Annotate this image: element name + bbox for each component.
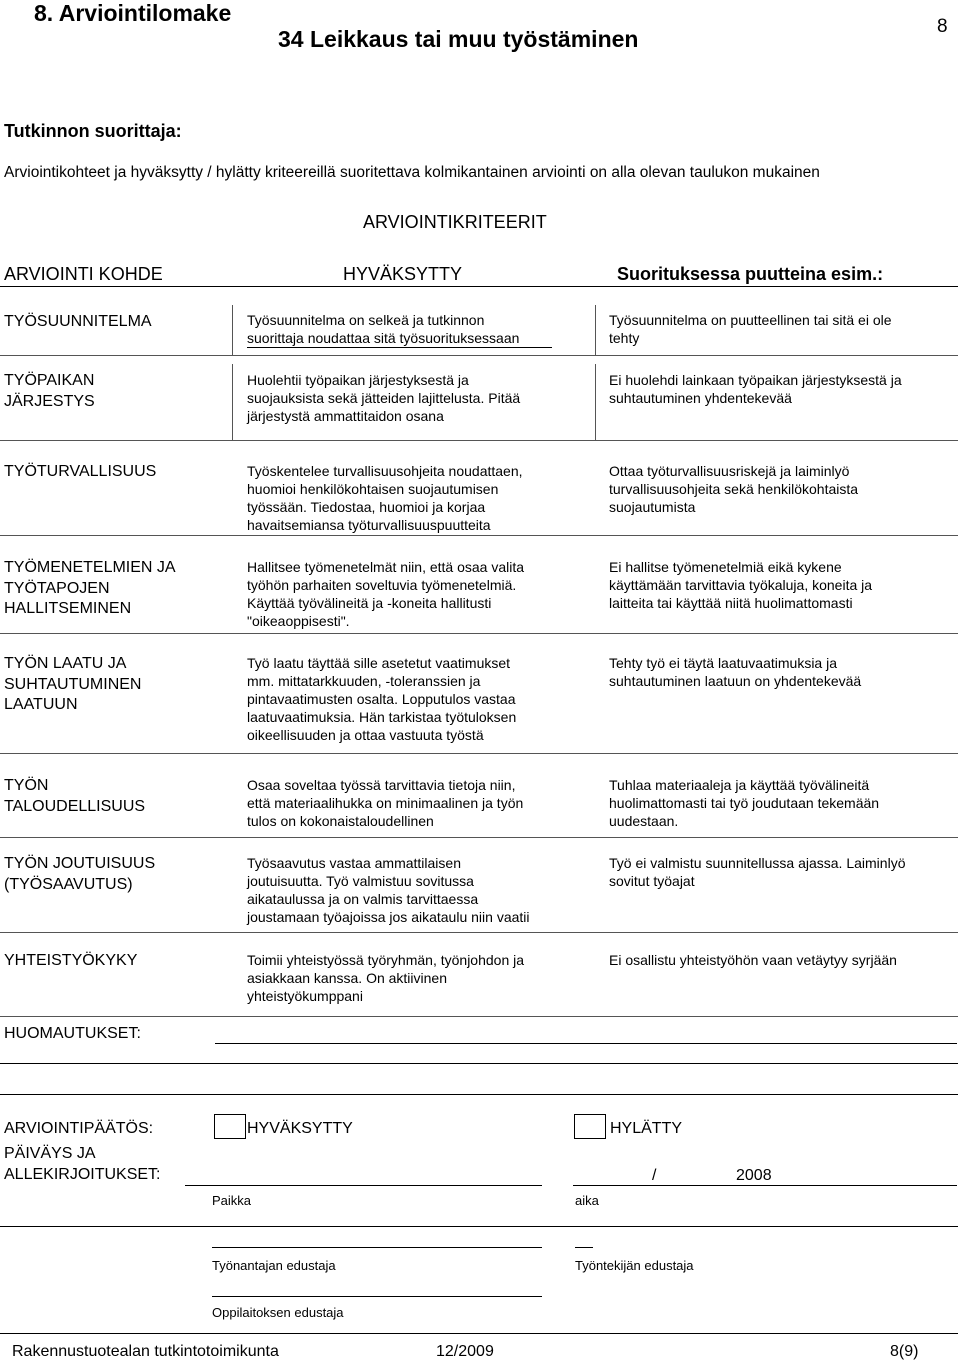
criteria-row: [0, 838, 958, 933]
criteria-row: [0, 754, 958, 838]
paatos-label: ARVIOINTIPÄÄTÖS:: [4, 1120, 154, 1137]
criteria-row: [0, 356, 958, 441]
column-divider: [595, 364, 596, 441]
row-hyvaksytty-text: Toimii yhteistyössä työryhmän, työnjohdon ja asiakkaan kanssa. On aktiivinen yhteistyökumppani: [247, 952, 525, 1004]
aika-line[interactable]: [573, 1185, 957, 1186]
column-divider: [595, 305, 596, 356]
row-title: TYÖN LAATU JA SUHTAUTUMINEN LAATUUN: [4, 655, 142, 713]
criteria-title: ARVIOINTIKRITEERIT: [363, 212, 547, 232]
row-puutteina-text: Tehty työ ei täytä laatuvaatimuksia ja suhtautuminen laatuun on yhdentekevää: [609, 655, 862, 689]
suorittaja-label: Tutkinnon suorittaja:: [4, 121, 182, 141]
tyonantaja-label: Työnantajan edustaja: [212, 1258, 336, 1273]
row-puutteina-text: Ottaa työturvallisuusriskejä ja laiminlyö turvallisuusohjeita sekä henkilökohtaista suojautumista: [609, 463, 859, 515]
row-hyvaksytty-text: Työsaavutus vastaa ammattilaisen joutuisuutta. Työ valmistuu sovitussa aikataulussa ja on valmis tarvittaessa joustamaan työajoissa jos aikataulu niin vaatii: [247, 855, 530, 925]
criteria-row: [0, 933, 958, 1017]
row-hyvaksytty-text: Osaa soveltaa työssä tarvittavia tietoja niin, että materiaalihukka on minimaalinen ja työn tulos on kokonaistaloudellinen: [247, 777, 524, 829]
huomautukset-line: [215, 1043, 957, 1044]
tyontekija-signature-line[interactable]: [575, 1247, 593, 1248]
hyvaksytty-label: HYVÄKSYTTY: [247, 1120, 353, 1137]
row-puutteina-text: Ei hallitse työmenetelmiä eikä kykene käyttämään tarvittavia työkaluja, koneita ja laitteita tai käyttää niitä huolimattomasti: [609, 559, 873, 611]
row-puutteina-text: Ei osallistu yhteistyöhön vaan vetäytyy syrjään: [609, 952, 897, 968]
row-title: TYÖN JOUTUISUUS (TYÖSAAVUTUS): [4, 855, 156, 893]
oppilaitos-label: Oppilaitoksen edustaja: [212, 1305, 344, 1320]
page-number: 8: [937, 16, 948, 37]
footer-org: Rakennustuotealan tutkintotoimikunta: [12, 1343, 279, 1360]
row-puutteina-text: Työsuunnitelma on puutteellinen tai sitä ei ole tehty: [609, 312, 892, 346]
text-underline: [247, 347, 552, 348]
tyonantaja-signature-line[interactable]: [212, 1247, 542, 1248]
hyvaksytty-checkbox[interactable]: [214, 1114, 246, 1139]
col-puutteina-header: Suorituksessa puutteina esim.:: [617, 264, 884, 284]
aika-label: aika: [575, 1193, 599, 1208]
column-divider: [232, 305, 233, 356]
footer-page: 8(9): [890, 1343, 919, 1360]
column-divider: [232, 364, 233, 441]
paivays-label: PÄIVÄYS JA: [4, 1145, 96, 1162]
separator-line: [0, 1226, 958, 1227]
row-puutteina-text: Tuhlaa materiaaleja ja käyttää työvälineitä huolimattomasti tai työ joudutaan tekemään uudestaan.: [609, 777, 880, 829]
criteria-row: [0, 287, 958, 356]
row-puutteina-text: Ei huolehdi lainkaan työpaikan järjestyksestä ja suhtautuminen yhdentekevää: [609, 372, 902, 406]
row-divider: [0, 1016, 958, 1017]
intro-text: Arviointikohteet ja hyväksytty / hylätty kriteereillä suoritettava kolmikantainen arviointi on alla olevan taulukon mukainen: [4, 164, 820, 181]
footer-date: 12/2009: [436, 1343, 494, 1360]
tyontekija-label: Työntekijän edustaja: [575, 1258, 694, 1273]
criteria-row: [0, 634, 958, 754]
oppilaitos-signature-line[interactable]: [212, 1296, 542, 1297]
allekirjoitukset-label: ALLEKIRJOITUKSET:: [4, 1166, 161, 1183]
row-title: TYÖTURVALLISUUS: [4, 463, 157, 480]
huomautukset-line: [0, 1094, 958, 1095]
hylatty-checkbox[interactable]: [574, 1114, 606, 1139]
row-hyvaksytty-text: Hallitsee työmenetelmät niin, että osaa valita työhön parhaiten soveltuvia työmenetelmiä. Käyttää työvälineitä ja -koneita hallitusti "oikeaoppisesti".: [247, 559, 525, 629]
col-hyvaksytty-header: HYVÄKSYTTY: [343, 264, 463, 284]
row-hyvaksytty-text: Työ laatu täyttää sille asetetut vaatimukset mm. mittatarkkuuden, -toleranssien ja pintavaatimusten osalta. Lopputulos vastaa laatuvaatimuksia. Hän tarkistaa työtuloksen oikeellisuuden ja ottaa vastuuta työstä: [247, 655, 517, 743]
col-kohde-header: ARVIOINTI KOHDE: [4, 264, 163, 284]
section-heading: 8. Arviointilomake: [34, 0, 232, 26]
date-slash: /: [652, 1167, 657, 1184]
huomautukset-label: HUOMAUTUKSET:: [4, 1025, 141, 1042]
hylatty-label: HYLÄTTY: [610, 1120, 683, 1137]
page-title: 34 Leikkaus tai muu työstäminen: [278, 26, 639, 52]
huomautukset-line: [0, 1063, 958, 1064]
row-hyvaksytty-text: Huolehtii työpaikan järjestyksestä ja suojauksista sekä jätteiden lajittelusta. Pitää järjestystä ammattitaidon osana: [247, 372, 521, 424]
criteria-row: [0, 536, 958, 634]
row-title: TYÖSUUNNITELMA: [4, 313, 152, 330]
row-hyvaksytty-text: Työsuunnitelma on selkeä ja tutkinnon suorittaja noudattaa sitä työsuorituksessaan: [247, 312, 520, 346]
footer-rule: [0, 1333, 958, 1334]
paikka-line[interactable]: [185, 1185, 542, 1186]
row-hyvaksytty-text: Työskentelee turvallisuusohjeita noudattaen, huomioi henkilökohtaisen suojautumisen työssään. Tiedostaa, huomioi ja korjaa havaitsemiansa työturvallisuuspuutteita: [247, 463, 523, 533]
row-title: TYÖMENETELMIEN JA TYÖTAPOJEN HALLITSEMINEN: [4, 559, 176, 617]
row-title: YHTEISTYÖKYKY: [4, 952, 138, 969]
row-title: TYÖN TALOUDELLISUUS: [4, 777, 146, 815]
criteria-row: [0, 441, 958, 536]
year-value: 2008: [736, 1167, 772, 1184]
row-puutteina-text: Työ ei valmistu suunnitellussa ajassa. Laiminlyö sovitut työajat: [609, 855, 906, 889]
paikka-label: Paikka: [212, 1193, 252, 1208]
row-title: TYÖPAIKAN JÄRJESTYS: [4, 372, 95, 410]
